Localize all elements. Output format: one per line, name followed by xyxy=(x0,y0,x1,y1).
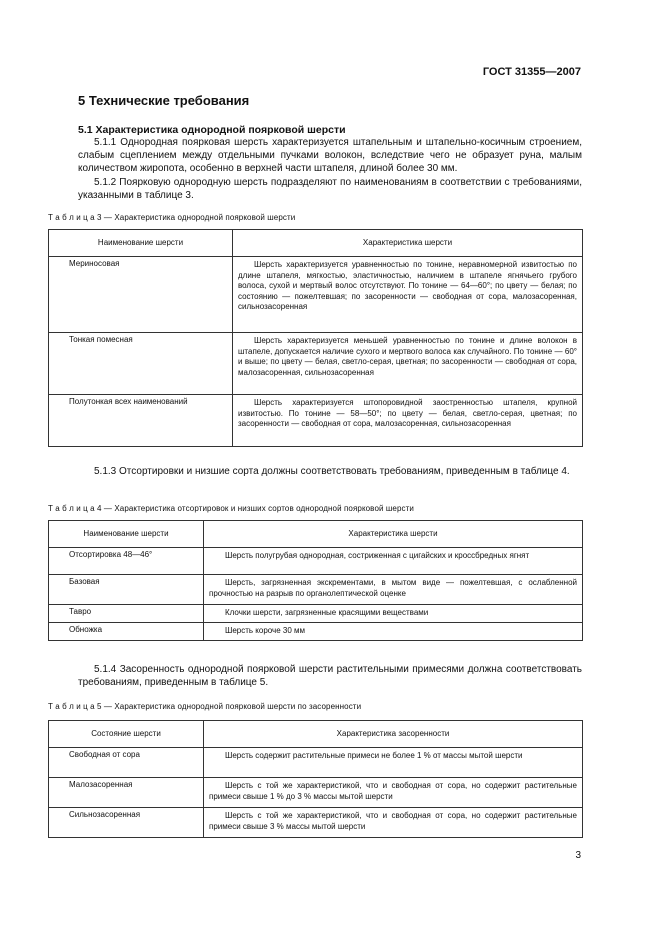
table-row xyxy=(49,257,583,333)
table-row xyxy=(49,548,583,575)
table5-header-char: Характеристика засоренности xyxy=(204,721,583,748)
table4-cell-char: Шерсть короче 30 мм xyxy=(204,623,583,641)
table4-caption: Т а б л и ц а 4 — Характеристика отсортировок и низших сортов однородной поярковой шерсти xyxy=(48,504,414,513)
table4-cell-name: Обножка xyxy=(49,623,204,641)
table3-cell-char: Шерсть характеризуется штопоровидной заостренностью штапеля, крупной извитостью. По тонине — 58—50°; по цвету — белая, светло-серая, цветная; по засоренности — свободная от сора, малозасоренная, сильнозасоренная xyxy=(233,395,583,447)
table4-cell-char: Шерсть, загрязненная экскрементами, в мытом виде — пожелтевшая, с ослабленной прочностью на разрыв по органолептической оценке xyxy=(204,575,583,605)
table4-cell-name: Отсортировка 48—46° xyxy=(49,548,204,575)
table4-header-char: Характеристика шерсти xyxy=(204,521,583,548)
table5-cell-char: Шерсть с той же характеристикой, что и свободная от сора, но содержит растительные примеси свыше 1 % до 3 % массы мытой шерсти xyxy=(204,778,583,808)
subsection-title: 5.1 Характеристика однородной поярковой шерсти xyxy=(78,124,346,136)
table4-header-row xyxy=(49,521,583,548)
table5 xyxy=(48,720,583,838)
table5-cell-state: Свободная от сора xyxy=(49,748,204,778)
table5-cell-state: Малозасоренная xyxy=(49,778,204,808)
table4-cell-char: Шерсть полугрубая однородная, состриженная с цигайских и кроссбредных ягнят xyxy=(204,548,583,575)
table3-caption: Т а б л и ц а 3 — Характеристика однородной поярковой шерсти xyxy=(48,213,296,222)
table3-cell-char: Шерсть характеризуется уравненностью по тонине, неравномерной извитостью по длине штапеля, мягкостью, эластичностью, наличием в штапеле ягнячьего грубого волоса, сухой и мертвый волос отсутствуют. По тонине — 64—60°; по цвету — белая; по состоянию — пожелтевшая; по засоренности — свободная от сора, малозасоренная, сильнозасоренная xyxy=(233,257,583,333)
table4-cell-char: Клочки шерсти, загрязненные красящими веществами xyxy=(204,605,583,623)
table4-header-name: Наименование шерсти xyxy=(49,521,204,548)
table4-cell-name: Тавро xyxy=(49,605,204,623)
section-title: 5 Технические требования xyxy=(78,93,250,108)
table5-caption: Т а б л и ц а 5 — Характеристика однородной поярковой шерсти по засоренности xyxy=(48,702,362,711)
table-row xyxy=(49,623,583,641)
table3-header-name: Наименование шерсти xyxy=(49,230,233,257)
table-row xyxy=(49,575,583,605)
table3-cell-char: Шерсть характеризуется меньшей уравненностью по тонине и длине волокон в штапеле, допускается наличие сухого и мертвого волоса как случайного. По тонине — 60° и выше; по цвету — белая, светло-серая, цветная; по засоренности — свободная от сора, малозасоренная, сильнозасоренная xyxy=(233,333,583,395)
table5-cell-char: Шерсть с той же характеристикой, что и свободная от сора, но содержит растительные примеси свыше 3 % массы мытой шерсти xyxy=(204,808,583,838)
table5-header-state: Состояние шерсти xyxy=(49,721,204,748)
table3-cell-name: Тонкая помесная xyxy=(49,333,233,395)
table3-cell-name: Мериносовая xyxy=(49,257,233,333)
table5-cell-char: Шерсть содержит растительные примеси не более 1 % от массы мытой шерсти xyxy=(204,748,583,778)
table3-header-row xyxy=(49,230,583,257)
table4 xyxy=(48,520,583,641)
table5-cell-state: Сильнозасоренная xyxy=(49,808,204,838)
paragraph-5-1-1: 5.1.1 Однородная поярковая шерсть характеризуется штапельным и штапельно-косичным строением, слабым сцеплением между отдельными пучками волокон, вследствие чего не образует руна, малым количеством жиропота, особенно в верхней части штапеля, длиной более 30 мм. xyxy=(78,137,582,175)
table-row xyxy=(49,333,583,395)
table-row xyxy=(49,395,583,447)
table3-cell-name: Полутонкая всех наименований xyxy=(49,395,233,447)
table-row xyxy=(49,778,583,808)
paragraph-5-1-2: 5.1.2 Поярковую однородную шерсть подразделяют по наименованиям в соответствии с требованиями, указанными в таблице 3. xyxy=(78,177,582,202)
table-row xyxy=(49,808,583,838)
table3 xyxy=(48,229,583,447)
document-code: ГОСТ 31355—2007 xyxy=(482,66,581,78)
page-number: 3 xyxy=(575,850,581,861)
paragraph-5-1-3: 5.1.3 Отсортировки и низшие сорта должны соответствовать требованиям, приведенным в таблице 4. xyxy=(94,466,570,477)
paragraph-5-1-4: 5.1.4 Засоренность однородной поярковой шерсти растительными примесями должна соответствовать требованиям, приведенным в таблице 5. xyxy=(78,664,582,689)
table5-header-row xyxy=(49,721,583,748)
table3-header-char: Характеристика шерсти xyxy=(233,230,583,257)
table-row xyxy=(49,748,583,778)
table-row xyxy=(49,605,583,623)
table4-cell-name: Базовая xyxy=(49,575,204,605)
